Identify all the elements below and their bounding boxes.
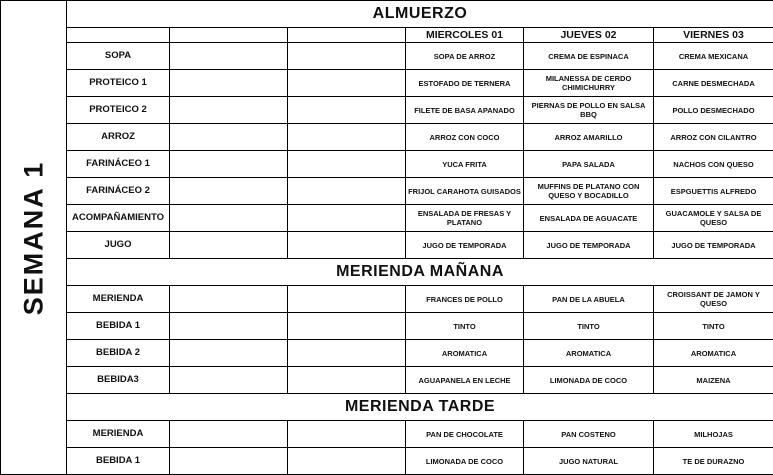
days-header-row bbox=[67, 28, 773, 43]
menu-row bbox=[67, 205, 773, 232]
menu-cell: LIMONADA DE COCO bbox=[406, 448, 524, 475]
menu-cell: ESPGUETTIS ALFREDO bbox=[654, 178, 773, 205]
header-corner-cell bbox=[67, 28, 170, 43]
week-label: SEMANA 1 bbox=[18, 160, 49, 316]
menu-cell bbox=[288, 205, 406, 232]
row-label: PROTEICO 2 bbox=[67, 97, 170, 124]
menu-row bbox=[67, 421, 773, 448]
row-label: BEBIDA 1 bbox=[67, 313, 170, 340]
menu-cell: PAN DE CHOCOLATE bbox=[406, 421, 524, 448]
menu-cell bbox=[170, 178, 288, 205]
menu-cell bbox=[288, 70, 406, 97]
menu-cell: ENSALADA DE AGUACATE bbox=[524, 205, 654, 232]
menu-cell: PIERNAS DE POLLO EN SALSA BBQ bbox=[524, 97, 654, 124]
row-label: PROTEICO 1 bbox=[67, 70, 170, 97]
menu-cell bbox=[170, 286, 288, 313]
menu-cell bbox=[170, 448, 288, 475]
menu-cell: MILANESSA DE CERDO CHIMICHURRY bbox=[524, 70, 654, 97]
menu-cell bbox=[170, 340, 288, 367]
row-label: MERIENDA bbox=[67, 421, 170, 448]
menu-cell: MUFFINS DE PLATANO CON QUESO Y BOCADILLO bbox=[524, 178, 654, 205]
menu-cell: JUGO DE TEMPORADA bbox=[406, 232, 524, 259]
menu-cell: FILETE DE BASA APANADO bbox=[406, 97, 524, 124]
menu-row bbox=[67, 367, 773, 394]
day-header-4: JUEVES 02 bbox=[524, 28, 654, 43]
menu-cell: GUACAMOLE Y SALSA DE QUESO bbox=[654, 205, 773, 232]
row-label: FARINÁCEO 1 bbox=[67, 151, 170, 178]
menu-cell bbox=[288, 97, 406, 124]
menu-cell: TE DE DURAZNO bbox=[654, 448, 773, 475]
menu-cell: JUGO NATURAL bbox=[524, 448, 654, 475]
section-title-almuerzo: ALMUERZO bbox=[67, 1, 773, 28]
menu-row bbox=[67, 313, 773, 340]
menu-cell: YUCA FRITA bbox=[406, 151, 524, 178]
menu-cell: NACHOS CON QUESO bbox=[654, 151, 773, 178]
menu-cell: ESTOFADO DE TERNERA bbox=[406, 70, 524, 97]
menu-cell bbox=[288, 448, 406, 475]
menu-cell: ARROZ AMARILLO bbox=[524, 124, 654, 151]
menu-row bbox=[67, 70, 773, 97]
menu-cell: ENSALADA DE FRESAS Y PLATANO bbox=[406, 205, 524, 232]
section-title-merienda-manana: MERIENDA MAÑANA bbox=[67, 259, 773, 286]
menu-cell bbox=[288, 286, 406, 313]
menu-cell: ARROZ CON CILANTRO bbox=[654, 124, 773, 151]
row-label: BEBIDA 2 bbox=[67, 340, 170, 367]
menu-cell bbox=[170, 70, 288, 97]
menu-row bbox=[67, 340, 773, 367]
menu-cell: POLLO DESMECHADO bbox=[654, 97, 773, 124]
day-header-5: VIERNES 03 bbox=[654, 28, 773, 43]
week-label-column bbox=[0, 0, 66, 475]
menu-cell: CROISSANT DE JAMON Y QUESO bbox=[654, 286, 773, 313]
menu-cell: AGUAPANELA EN LECHE bbox=[406, 367, 524, 394]
menu-row bbox=[67, 43, 773, 70]
menu-row bbox=[67, 232, 773, 259]
menu-cell: PAN DE LA ABUELA bbox=[524, 286, 654, 313]
menu-cell: TINTO bbox=[524, 313, 654, 340]
menu-cell: SOPA DE ARROZ bbox=[406, 43, 524, 70]
row-label: JUGO bbox=[67, 232, 170, 259]
row-label: FARINÁCEO 2 bbox=[67, 178, 170, 205]
menu-cell bbox=[170, 367, 288, 394]
menu-cell: JUGO DE TEMPORADA bbox=[524, 232, 654, 259]
menu-cell: PAN COSTENO bbox=[524, 421, 654, 448]
menu-row bbox=[67, 151, 773, 178]
menu-cell bbox=[288, 151, 406, 178]
menu-cell bbox=[170, 43, 288, 70]
row-label: BEBIDA3 bbox=[67, 367, 170, 394]
menu-cell bbox=[288, 367, 406, 394]
menu-cell bbox=[288, 421, 406, 448]
row-label: MERIENDA bbox=[67, 286, 170, 313]
menu-row bbox=[67, 124, 773, 151]
menu-cell bbox=[288, 43, 406, 70]
section-title-merienda-tarde: MERIENDA TARDE bbox=[67, 394, 773, 421]
section-row-merienda-tarde bbox=[67, 394, 773, 421]
menu-cell bbox=[170, 421, 288, 448]
menu-cell: LIMONADA DE COCO bbox=[524, 367, 654, 394]
menu-cell bbox=[288, 313, 406, 340]
menu-cell: ARROZ CON COCO bbox=[406, 124, 524, 151]
menu-cell: CREMA DE ESPINACA bbox=[524, 43, 654, 70]
day-header-3: MIERCOLES 01 bbox=[406, 28, 524, 43]
menu-cell: MILHOJAS bbox=[654, 421, 773, 448]
menu-cell bbox=[288, 232, 406, 259]
menu-cell bbox=[170, 232, 288, 259]
weekly-menu-table bbox=[66, 0, 773, 475]
menu-row bbox=[67, 448, 773, 475]
menu-cell bbox=[288, 340, 406, 367]
menu-cell bbox=[170, 124, 288, 151]
row-label: ACOMPAÑAMIENTO bbox=[67, 205, 170, 232]
menu-cell bbox=[288, 178, 406, 205]
menu-body bbox=[67, 1, 773, 475]
menu-cell bbox=[170, 313, 288, 340]
menu-cell: FRIJOL CARAHOTA GUISADOS bbox=[406, 178, 524, 205]
menu-cell bbox=[170, 205, 288, 232]
menu-cell: AROMATICA bbox=[654, 340, 773, 367]
menu-cell: MAIZENA bbox=[654, 367, 773, 394]
row-label: ARROZ bbox=[67, 124, 170, 151]
day-header-1 bbox=[170, 28, 288, 43]
menu-cell: JUGO DE TEMPORADA bbox=[654, 232, 773, 259]
menu-row bbox=[67, 178, 773, 205]
menu-cell: CARNE DESMECHADA bbox=[654, 70, 773, 97]
day-header-2 bbox=[288, 28, 406, 43]
menu-row bbox=[67, 97, 773, 124]
menu-cell: AROMATICA bbox=[524, 340, 654, 367]
menu-cell bbox=[288, 124, 406, 151]
menu-cell: TINTO bbox=[406, 313, 524, 340]
section-row-almuerzo bbox=[67, 1, 773, 28]
menu-cell bbox=[170, 97, 288, 124]
row-label: SOPA bbox=[67, 43, 170, 70]
menu-cell bbox=[170, 151, 288, 178]
menu-cell: PAPA SALADA bbox=[524, 151, 654, 178]
menu-cell: CREMA MEXICANA bbox=[654, 43, 773, 70]
menu-row bbox=[67, 286, 773, 313]
section-row-merienda-manana bbox=[67, 259, 773, 286]
menu-cell: FRANCES DE POLLO bbox=[406, 286, 524, 313]
row-label: BEBIDA 1 bbox=[67, 448, 170, 475]
menu-cell: AROMATICA bbox=[406, 340, 524, 367]
menu-cell: TINTO bbox=[654, 313, 773, 340]
